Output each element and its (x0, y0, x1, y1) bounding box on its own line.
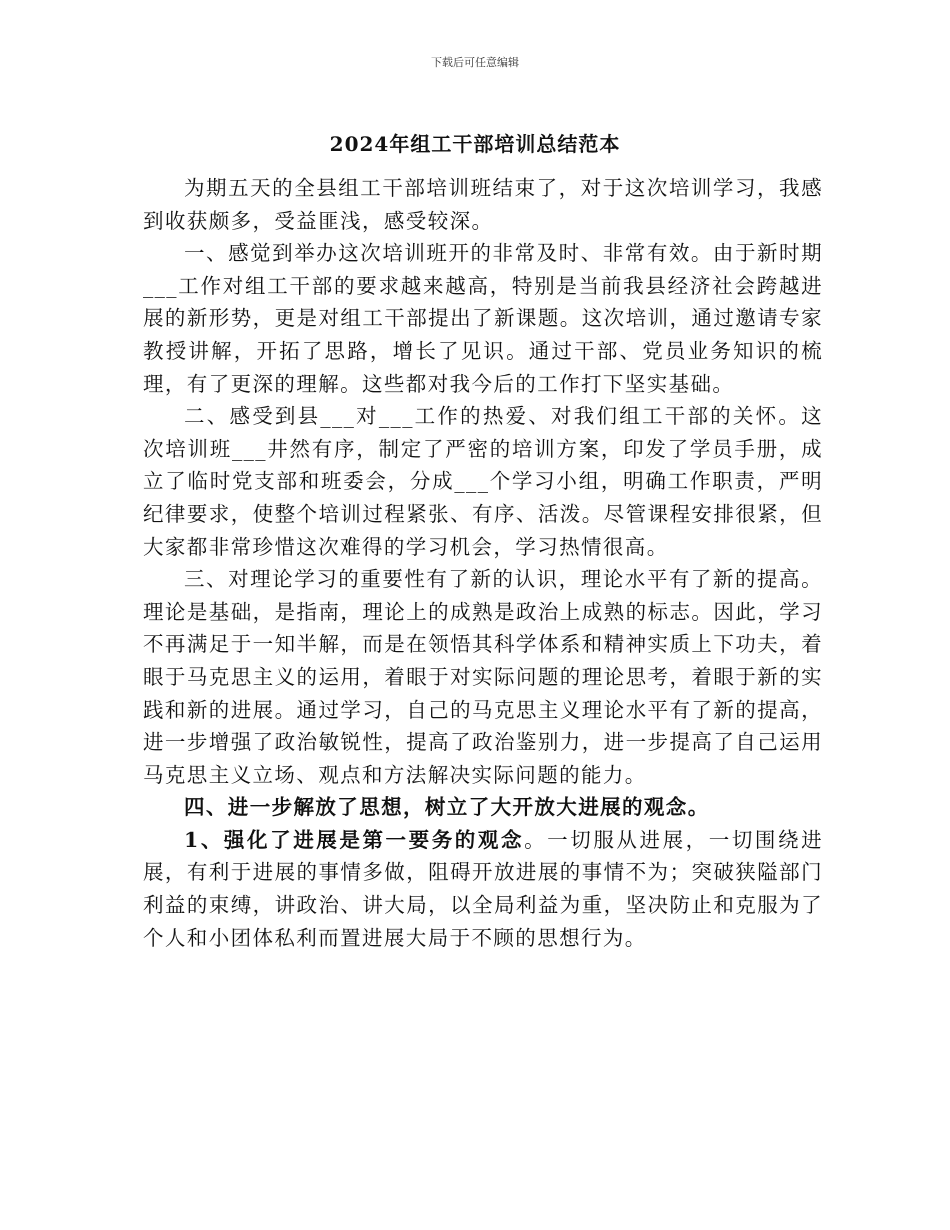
document-body (143, 172, 823, 954)
document-title: 2024年组工干部培训总结范本 (329, 132, 621, 156)
paragraph-intro: 为期五天的全县组工干部培训班结束了，对于这次培训学习，我感到收获颇多，受益匪浅，感受较深。 (143, 176, 823, 233)
download-note: 下载后可任意编辑 (431, 56, 519, 69)
paragraph-section-1: 一、感觉到举办这次培训班开的非常及时、非常有效。由于新时期___工作对组工干部的要求越来越高，特别是当前我县经济社会跨越进展的新形势，更是对组工干部提出了新课题。这次培训，通过邀请专家教授讲解，开拓了思路，增长了见识。通过干部、党员业务知识的梳理，有了更深的理解。这些都对我今后的工作打下坚实基础。 (143, 241, 823, 396)
point-1-body: 。一切服从进展，一切围绕进展，有利于进展的事情多做，阻碍开放进展的事情不为；突破狭隘部门利益的束缚，讲政治、讲大局，以全局利益为重，坚决防止和克服为了个人和小团体私利而置进展大局于不顾的思想行为。 (143, 827, 823, 950)
point-1-heading: 1、强化了进展是第一要务的观念 (184, 827, 525, 852)
paragraph-section-3: 三、对理论学习的重要性有了新的认识，理论水平有了新的提高。理论是基础，是指南，理论上的成熟是政治上成熟的标志。因此，学习不再满足于一知半解，而是在领悟其科学体系和精神实质上下功夫，着眼于马克思主义的运用，着眼于对实际问题的理论思考，着眼于新的实践和新的进展。通过学习，自己的马克思主义理论水平有了新的提高，进一步增强了政治敏锐性，提高了政治鉴别力，进一步提高了自己运用马克思主义立场、观点和方法解决实际问题的能力。 (143, 567, 823, 787)
paragraph-section-2: 二、感受到县___对___工作的热爱、对我们组工干部的关怀。这次培训班___井然有序，制定了严密的培训方案，印发了学员手册，成立了临时党支部和班委会，分成___个学习小组，明确工作职责，严明纪律要求，使整个培训过程紧张、有序、活泼。尽管课程安排很紧，但大家都非常珍惜这次难得的学习机会，学习热情很高。 (143, 404, 823, 559)
paragraph-point-1 (143, 824, 823, 954)
paragraph-section-4-heading: 四、进一步解放了思想，树立了大开放大进展的观念。 (184, 795, 710, 820)
